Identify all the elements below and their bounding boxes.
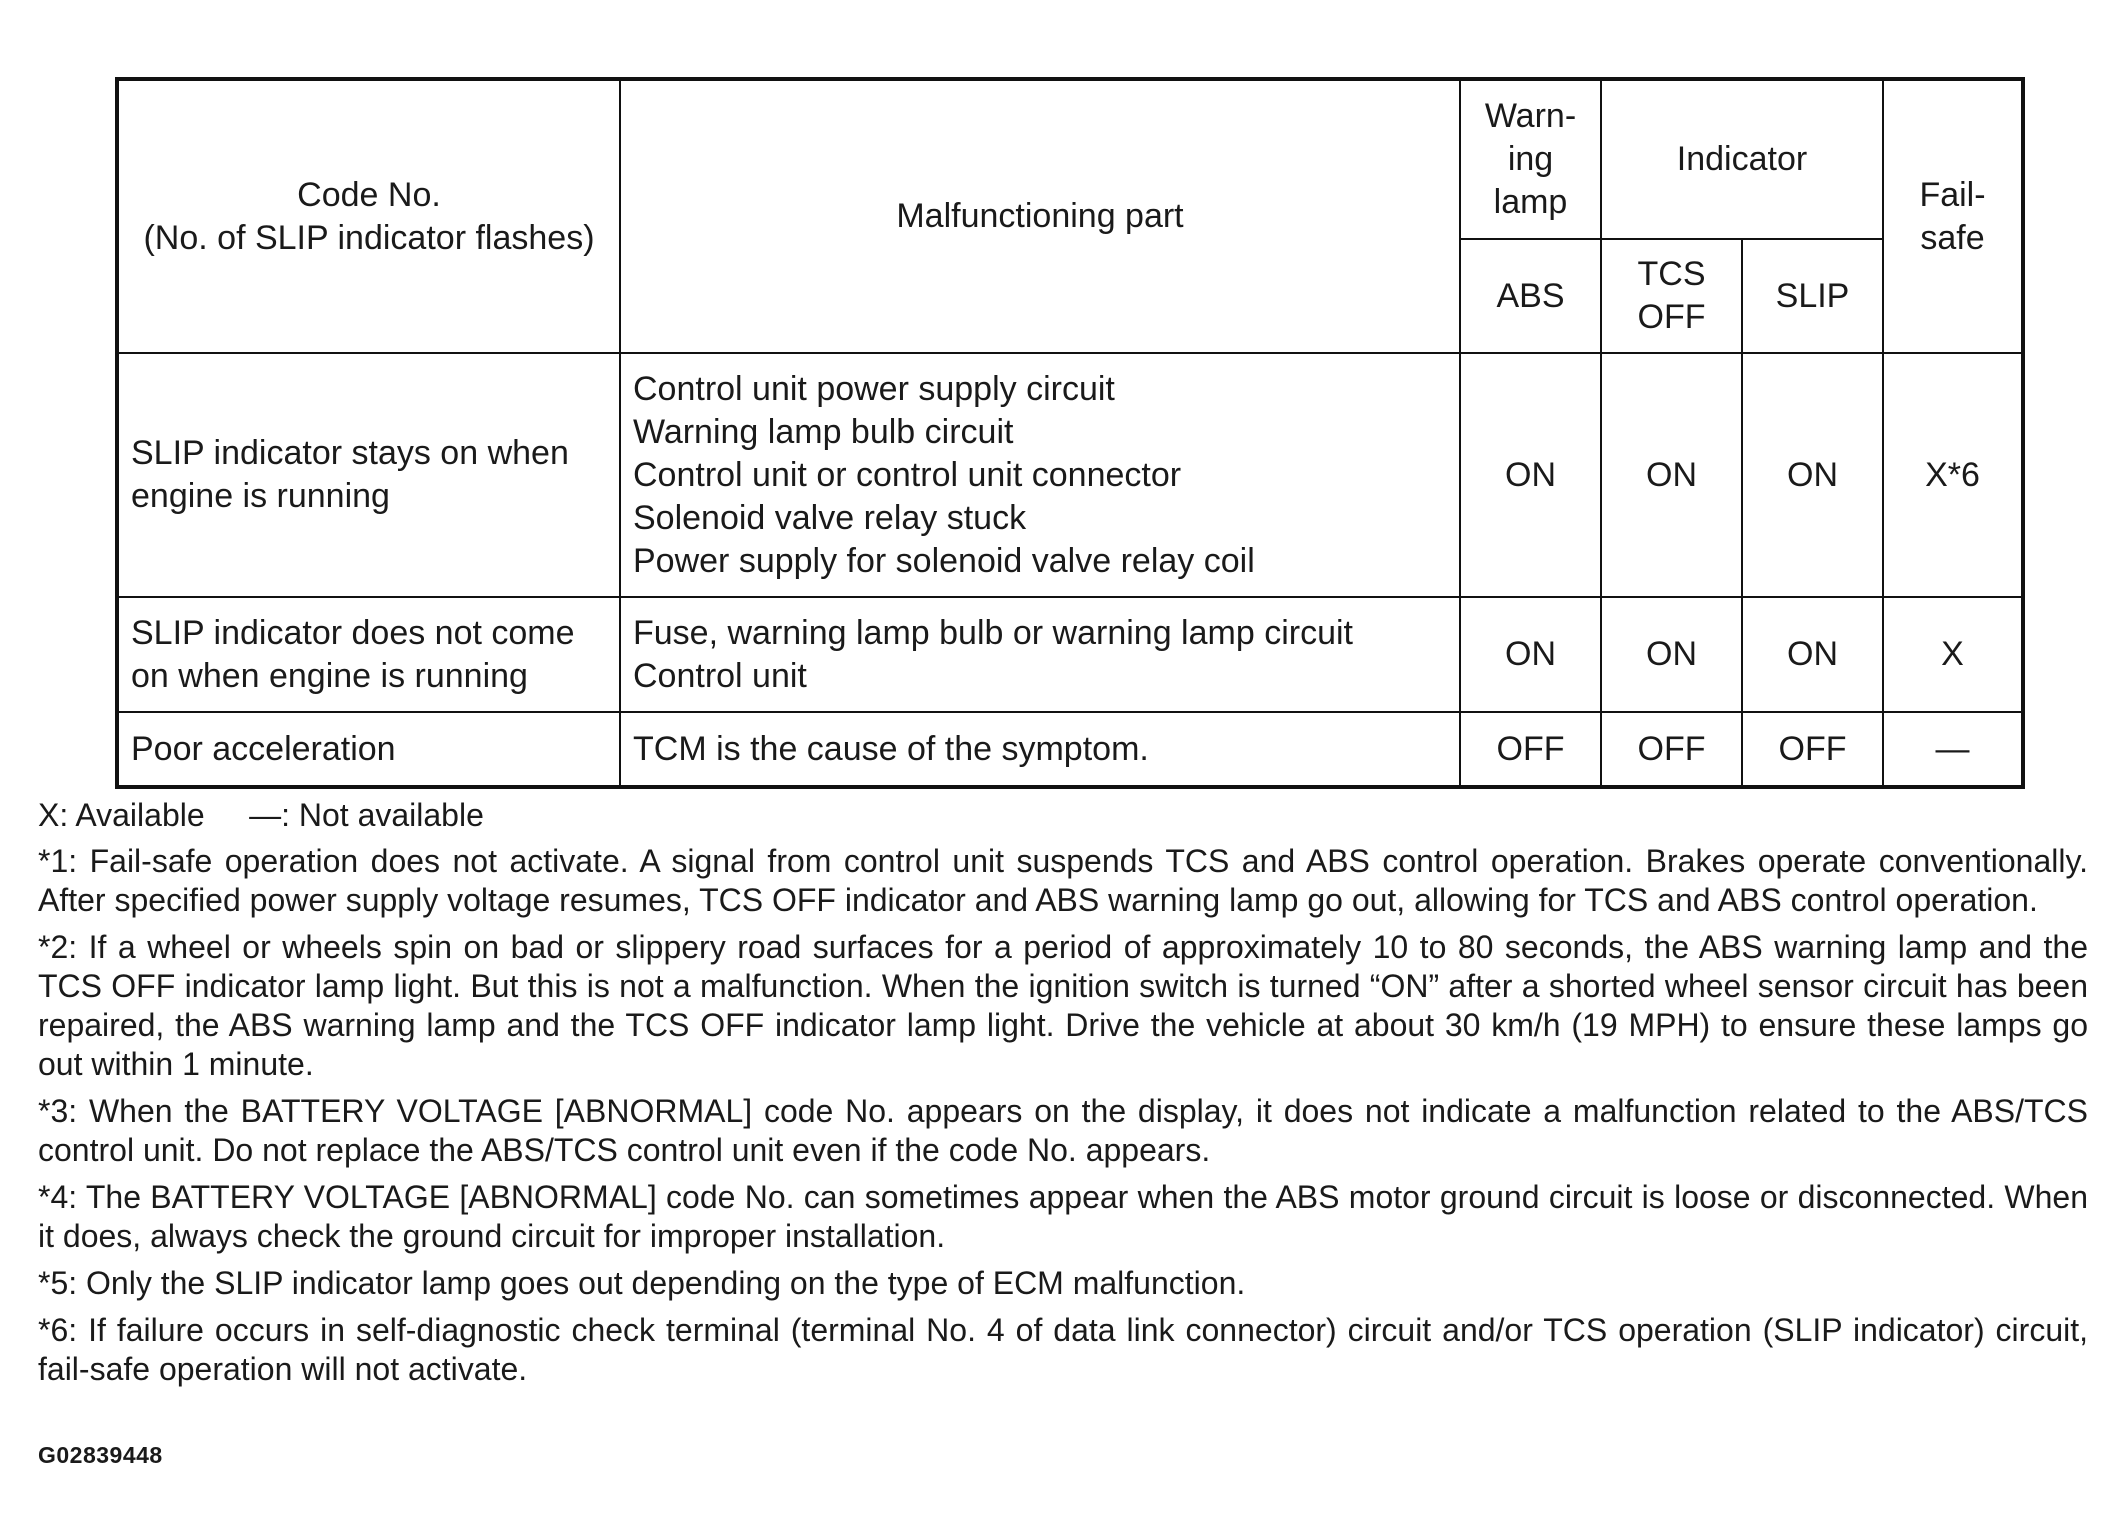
fail-safe-cell: X [1883, 597, 2023, 712]
header-warning-lamp-line2: ing [1507, 140, 1554, 178]
legend-available: X: Available [38, 797, 205, 833]
table-row [117, 712, 2023, 787]
part-line: Power supply for solenoid valve relay coil [633, 541, 1255, 580]
code-cell [117, 597, 620, 712]
header-indicator: Indicator [1601, 79, 1883, 239]
part-line: TCM is the cause of the symptom. [633, 729, 1149, 768]
header-tcs-off-line2: OFF [1637, 298, 1706, 336]
tcs-off-status-cell: OFF [1601, 712, 1742, 787]
diagnosis-table [115, 77, 2025, 789]
footnote-3: *3: When the BATTERY VOLTAGE [ABNORMAL] code No. appears on the display, it does not indicate a malfunction related to the ABS/TCS control unit. Do not replace the ABS/TCS control unit even if the code No. appears. [38, 1093, 2088, 1168]
header-code-no-line2: (No. of SLIP indicator flashes) [143, 218, 595, 257]
part-line: Control unit power supply circuit [633, 369, 1115, 408]
fail-safe-cell: X*6 [1883, 353, 2023, 597]
fail-safe-cell: — [1883, 712, 2023, 787]
part-cell [620, 597, 1460, 712]
footnote-1: *1: Fail-safe operation does not activate. A signal from control unit suspends TCS and ABS control operation. Brakes operate conventionally. After specified power supply voltage resumes, TCS OFF indicator and ABS warning lamp go out, allowing for TCS and ABS control operation. [38, 843, 2088, 918]
code-cell [117, 353, 620, 597]
image-code: G02839448 [38, 1442, 163, 1468]
header-abs: ABS [1460, 239, 1601, 353]
part-line: Control unit [633, 656, 807, 695]
header-code-no [117, 79, 620, 353]
slip-status-cell: ON [1742, 597, 1883, 712]
tcs-off-status-cell: ON [1601, 597, 1742, 712]
part-line: Solenoid valve relay stuck [633, 498, 1027, 537]
code-line: on when engine is running [131, 656, 528, 695]
code-line: engine is running [131, 477, 390, 516]
code-line: Poor acceleration [131, 729, 396, 768]
header-tcs-off [1601, 239, 1742, 353]
legend [38, 796, 2088, 835]
footnote-4: *4: The BATTERY VOLTAGE [ABNORMAL] code No. can sometimes appear when the ABS motor ground circuit is loose or disconnected. When it does, always check the ground circuit for improper installation. [38, 1179, 2088, 1254]
code-line: SLIP indicator stays on when [131, 434, 569, 473]
header-warning-lamp [1460, 79, 1601, 239]
abs-status-cell: ON [1460, 597, 1601, 712]
part-cell [620, 353, 1460, 597]
legend-gap [205, 797, 249, 833]
abs-status-cell: OFF [1460, 712, 1601, 787]
header-code-no-line1: Code No. [297, 175, 441, 214]
header-malfunctioning-part: Malfunctioning part [620, 79, 1460, 353]
footnotes-section [38, 796, 2088, 1397]
table-row [117, 597, 2023, 712]
code-line: SLIP indicator does not come [131, 613, 575, 652]
footnote-6: *6: If failure occurs in self-diagnostic check terminal (terminal No. 4 of data link connector) circuit and/or TCS operation (SLIP indicator) circuit, fail-safe operation will not activate. [38, 1312, 2088, 1387]
header-fail-safe-line2: safe [1920, 218, 1985, 257]
tcs-off-status-cell: ON [1601, 353, 1742, 597]
header-fail-safe [1883, 79, 2023, 353]
part-line: Warning lamp bulb circuit [633, 412, 1014, 451]
part-line: Fuse, warning lamp bulb or warning lamp circuit [633, 613, 1353, 652]
slip-status-cell: OFF [1742, 712, 1883, 787]
footnote-5: *5: Only the SLIP indicator lamp goes out depending on the type of ECM malfunction. [38, 1265, 1246, 1301]
table-row [117, 353, 2023, 597]
part-line: Control unit or control unit connector [633, 455, 1182, 494]
legend-not-available: —: Not available [249, 797, 484, 833]
table-header-row [117, 79, 2023, 239]
header-warning-lamp-line1: Warn- [1484, 97, 1577, 135]
part-cell [620, 712, 1460, 787]
header-warning-lamp-line3: lamp [1493, 183, 1568, 221]
header-slip: SLIP [1742, 239, 1883, 353]
footnote-2: *2: If a wheel or wheels spin on bad or slippery road surfaces for a period of approximately 10 to 80 seconds, the ABS warning lamp and the TCS OFF indicator lamp light. But this is not a malfunction. When the ignition switch is turned “ON” after a shorted wheel sensor circuit has been repaired, the ABS warning lamp and the TCS OFF indicator lamp light. Drive the vehicle at about 30 km/h (19 MPH) to ensure these lamps go out within 1 minute. [38, 929, 2088, 1082]
abs-status-cell: ON [1460, 353, 1601, 597]
header-fail-safe-line1: Fail- [1919, 175, 1986, 214]
code-cell [117, 712, 620, 787]
header-tcs-off-line1: TCS [1637, 255, 1706, 293]
slip-status-cell: ON [1742, 353, 1883, 597]
